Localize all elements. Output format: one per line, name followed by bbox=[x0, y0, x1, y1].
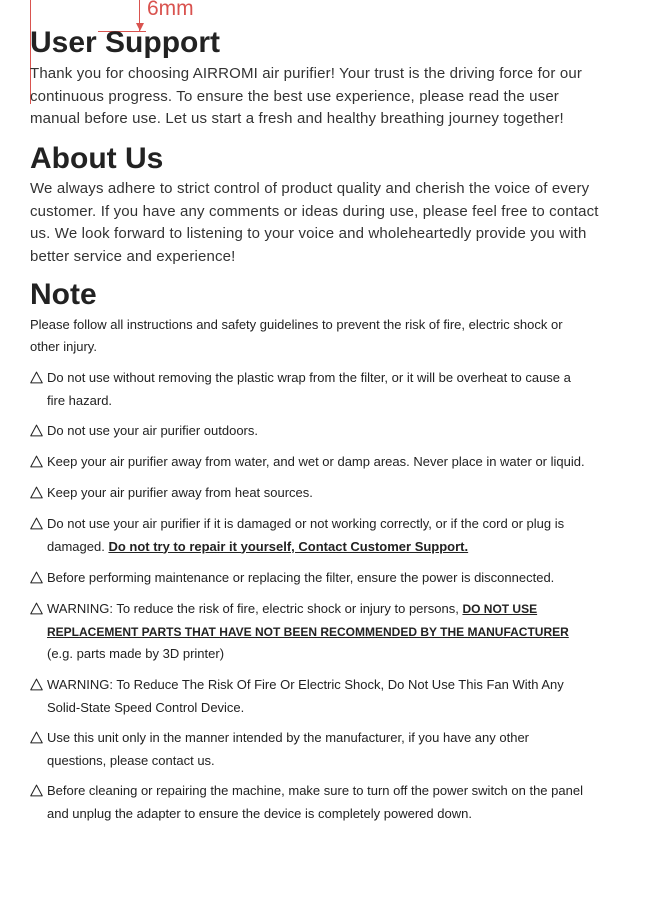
note-item bbox=[30, 674, 622, 719]
warning-triangle-icon bbox=[30, 571, 43, 584]
warning-triangle-icon bbox=[30, 731, 43, 744]
note-item-text: Before cleaning or repairing the machine, make sure to turn off the power switch on the panel bbox=[47, 783, 583, 798]
note-item bbox=[30, 513, 622, 558]
warning-emphasis: REPLACEMENT PARTS THAT HAVE NOT BEEN RECOMMENDED BY THE MANUFACTURER bbox=[47, 624, 569, 639]
note-heading: Note bbox=[30, 278, 97, 311]
warning-triangle-icon bbox=[30, 486, 43, 499]
note-item bbox=[30, 780, 622, 825]
warning-triangle-icon bbox=[30, 424, 43, 437]
note-intro-line: other injury. bbox=[30, 339, 97, 354]
margin-marker-label: 6mm bbox=[147, 0, 194, 20]
note-item bbox=[30, 451, 622, 474]
user-support-line: Thank you for choosing AIRROMI air purifier! Your trust is the driving force for our bbox=[30, 65, 583, 82]
warning-triangle-icon bbox=[30, 455, 43, 468]
user-support-line: manual before use. Let us start a fresh and healthy breathing journey together! bbox=[30, 110, 564, 128]
note-item-text: damaged. bbox=[47, 538, 109, 554]
warning-triangle-icon bbox=[30, 784, 43, 797]
note-item-text: questions, please contact us. bbox=[47, 752, 215, 768]
about-us-line: We always adhere to strict control of product quality and cherish the voice of every bbox=[30, 180, 590, 197]
note-item-text: Before performing maintenance or replacing the filter, ensure the power is disconnected. bbox=[47, 570, 555, 585]
note-item-text: Keep your air purifier away from heat sources. bbox=[47, 485, 313, 500]
user-support-paragraph bbox=[30, 63, 620, 131]
about-us-line: better service and experience! bbox=[30, 247, 236, 265]
user-support-line: continuous progress. To ensure the best use experience, please read the user bbox=[30, 87, 559, 105]
note-item bbox=[30, 482, 622, 505]
warning-triangle-icon bbox=[30, 517, 43, 530]
note-item-text: Do not use your air purifier if it is damaged or not working correctly, or if the cord or plug is bbox=[47, 516, 565, 531]
note-item-text: Use this unit only in the manner intended by the manufacturer, if you have any other bbox=[47, 730, 530, 745]
note-item-text: and unplug the adapter to ensure the device is completely powered down. bbox=[47, 805, 472, 821]
about-us-line: customer. If you have any comments or ideas during use, please feel free to contact bbox=[30, 202, 599, 220]
note-item-text: fire hazard. bbox=[47, 392, 113, 408]
note-item bbox=[30, 598, 622, 666]
warning-triangle-icon bbox=[30, 678, 43, 691]
note-item-text: Do not use without removing the plastic wrap from the filter, or it will be overheat to cause a bbox=[47, 370, 571, 385]
about-us-paragraph bbox=[30, 178, 620, 268]
warning-emphasis: DO NOT USE bbox=[462, 602, 538, 616]
note-item-text: WARNING: To Reduce The Risk Of Fire Or Electric Shock, Do Not Use This Fan With Any bbox=[47, 677, 564, 692]
note-item-text: (e.g. parts made by 3D printer) bbox=[47, 646, 225, 661]
note-item bbox=[30, 567, 622, 590]
about-us-line: us. We look forward to listening to your voice and wholeheartedly provide you with bbox=[30, 225, 587, 243]
warning-triangle-icon bbox=[30, 602, 43, 615]
customer-support-emphasis: Do not try to repair it yourself, Contact Customer Support. bbox=[108, 538, 469, 554]
note-item-text: Keep your air purifier away from water, and wet or damp areas. Never place in water or liquid. bbox=[47, 454, 585, 469]
note-item-continuation bbox=[30, 536, 622, 559]
note-item-text: Do not use your air purifier outdoors. bbox=[47, 423, 258, 438]
note-item-line bbox=[30, 598, 622, 621]
warning-triangle-icon bbox=[30, 371, 43, 384]
note-item-text: WARNING: To reduce the risk of fire, electric shock or injury to persons, bbox=[47, 601, 463, 616]
user-support-heading: User Support bbox=[30, 26, 221, 59]
note-intro bbox=[30, 314, 620, 358]
note-item bbox=[30, 367, 622, 412]
note-item bbox=[30, 420, 622, 443]
note-item-text: Solid-State Speed Control Device. bbox=[47, 699, 245, 715]
about-us-heading: About Us bbox=[30, 142, 164, 175]
note-item bbox=[30, 727, 622, 772]
note-intro-line: Please follow all instructions and safety guidelines to prevent the risk of fire, electric shock or bbox=[30, 317, 563, 332]
